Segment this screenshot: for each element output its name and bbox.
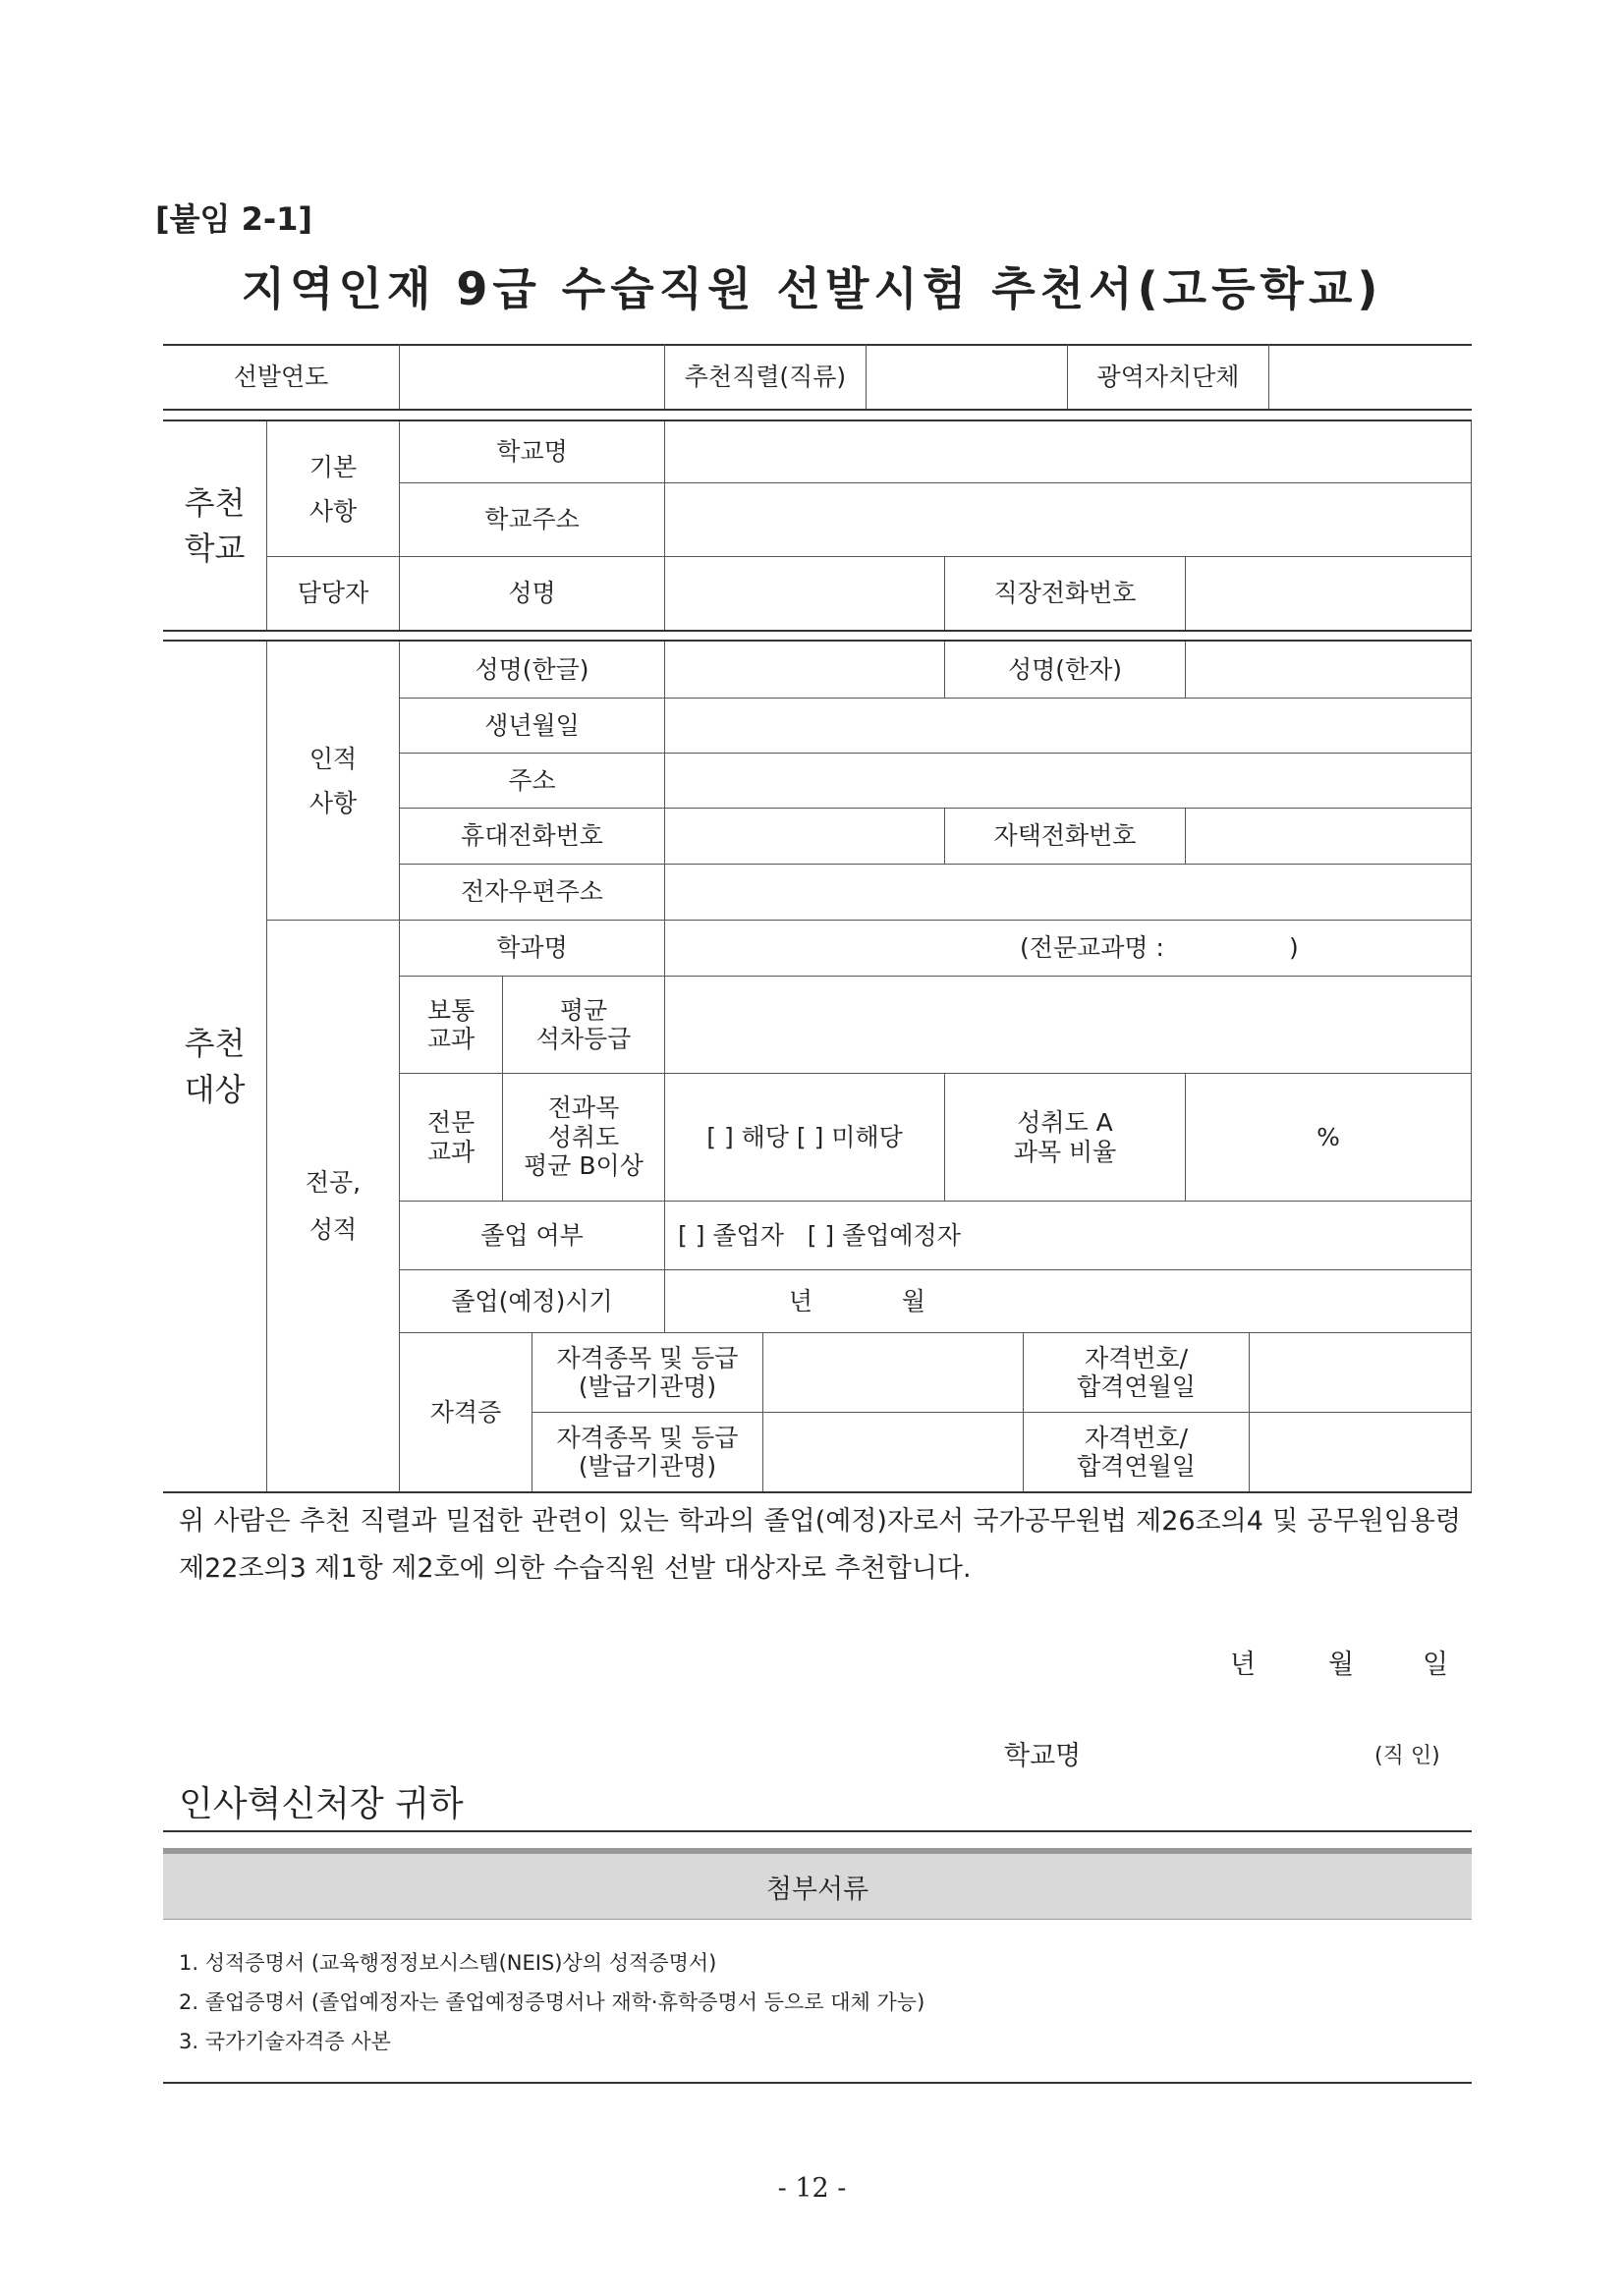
attachment-tag: [붙임 2-1] (155, 200, 313, 238)
office-phone-field[interactable] (1186, 557, 1471, 630)
certificate-number-label: 자격번호/ 합격연월일 (1077, 1423, 1196, 1481)
graduation-label: 졸업 여부 (480, 1220, 584, 1250)
applicable-checkbox[interactable]: [ ] 해당 [ ] 미해당 (706, 1122, 903, 1151)
average-rank-field[interactable] (665, 977, 1471, 1073)
home-phone-label: 자택전화번호 (993, 821, 1137, 851)
certificate-item-field[interactable] (763, 1413, 1023, 1491)
graduation-year-unit[interactable]: 년 (788, 1286, 813, 1315)
name-korean-label: 성명(한글) (475, 654, 589, 684)
certificate-label: 자격증 (429, 1397, 502, 1427)
page-title: 지역인재 9급 수습직원 선발시험 추천서(고등학교) (241, 262, 1383, 315)
attachment-item: 1. 성적증명서 (교육행정정보시스템(NEIS)상의 성적증명서) (179, 1951, 717, 1975)
department-field[interactable]: (전문교과명 : ) (1020, 933, 1299, 963)
attachment-item: 3. 국가기술자격증 사본 (179, 2030, 391, 2053)
email-field[interactable] (665, 865, 1471, 920)
name-hanja-field[interactable] (1186, 642, 1471, 698)
contact-name-field[interactable] (665, 557, 944, 630)
school-name-field[interactable] (665, 421, 1471, 482)
graduation-checkbox[interactable]: [ ] 졸업자 [ ] 졸업예정자 (678, 1220, 961, 1250)
average-rank-label: 평균 석차등급 (535, 995, 632, 1053)
specialized-subjects-label: 전문 교과 (426, 1108, 476, 1166)
divider (163, 2082, 1472, 2084)
school-name-signature-label: 학교명 (1004, 1741, 1082, 1771)
date-day: 일 (1423, 1650, 1449, 1680)
divider (1471, 421, 1472, 630)
certificate-number-label: 자격번호/ 합격연월일 (1077, 1343, 1196, 1401)
contact-name-label: 성명 (508, 579, 556, 608)
birth-date-label: 생년월일 (484, 710, 580, 740)
home-phone-field[interactable] (1186, 809, 1471, 864)
address-label: 주소 (508, 765, 556, 795)
candidate-group-label: 추천 대상 (184, 1025, 246, 1108)
date-month: 월 (1328, 1650, 1355, 1680)
certificate-item-label: 자격종목 및 등급 (발급기관명) (556, 1423, 739, 1481)
name-hanja-label: 성명(한자) (1007, 654, 1123, 684)
school-address-label: 학교주소 (484, 505, 580, 534)
contact-label: 담당자 (297, 579, 369, 608)
divider (163, 1919, 1472, 1920)
certificate-item-field[interactable] (763, 1333, 1023, 1412)
page-number: - 12 - (777, 2173, 847, 2204)
region-label: 광역자치단체 (1096, 362, 1240, 391)
graduation-time-label: 졸업(예정)시기 (451, 1286, 613, 1315)
year-field[interactable] (400, 345, 664, 409)
divider (163, 1830, 1472, 1832)
divider (1471, 642, 1472, 1491)
certificate-number-field[interactable] (1250, 1413, 1471, 1491)
school-group-label: 추천 학교 (184, 483, 246, 567)
job-label: 추천직렬(직류) (684, 362, 847, 391)
mobile-phone-field[interactable] (665, 809, 944, 864)
all-subjects-achievement-label: 전과목 성취도 평균 B이상 (524, 1093, 644, 1181)
divider (163, 630, 1472, 632)
certificate-number-field[interactable] (1250, 1333, 1471, 1412)
office-phone-label: 직장전화번호 (993, 579, 1137, 608)
general-subjects-label: 보통 교과 (426, 995, 476, 1053)
department-label: 학과명 (496, 933, 568, 963)
certificate-item-label: 자격종목 및 등급 (발급기관명) (556, 1343, 739, 1401)
address-field[interactable] (665, 754, 1471, 808)
date-year: 년 (1230, 1650, 1257, 1680)
grade-a-ratio-field[interactable]: % (1316, 1122, 1340, 1151)
basic-info-label: 기본 사항 (308, 452, 358, 526)
name-korean-field[interactable] (665, 642, 944, 698)
recipient: 인사혁신처장 귀하 (179, 1784, 464, 1824)
email-label: 전자우편주소 (461, 877, 603, 907)
school-address-field[interactable] (665, 483, 1471, 556)
grade-a-ratio-label: 성취도 A 과목 비율 (1013, 1108, 1117, 1166)
divider (163, 409, 1472, 411)
attachment-item: 2. 졸업증명서 (졸업예정자는 졸업예정증명서나 재학·휴학증명서 등으로 대체 가능) (179, 1990, 925, 2014)
official-seal-label: (직 인) (1374, 1744, 1440, 1768)
table-bottom-border (163, 1491, 1472, 1493)
region-field[interactable] (1269, 345, 1472, 409)
job-field[interactable] (867, 345, 1067, 409)
major-grades-label: 전공, 성적 (305, 1168, 362, 1244)
recommendation-statement: 위 사람은 추천 직렬과 밀접한 관련이 있는 학과의 졸업(예정)자로서 국가공무원법 제26조의4 및 공무원임용령 제22조의3 제1항 제2호에 의한 수습직원 선발 대상자로 추천합니다. (179, 1506, 1461, 1584)
personal-info-label: 인적 사항 (308, 744, 358, 817)
school-name-label: 학교명 (496, 437, 568, 467)
mobile-phone-label: 휴대전화번호 (461, 821, 603, 851)
attachments-title: 첨부서류 (163, 1854, 1472, 1919)
graduation-month-unit[interactable]: 월 (901, 1286, 926, 1315)
birth-date-field[interactable] (665, 699, 1471, 753)
year-label: 선발연도 (233, 362, 329, 391)
